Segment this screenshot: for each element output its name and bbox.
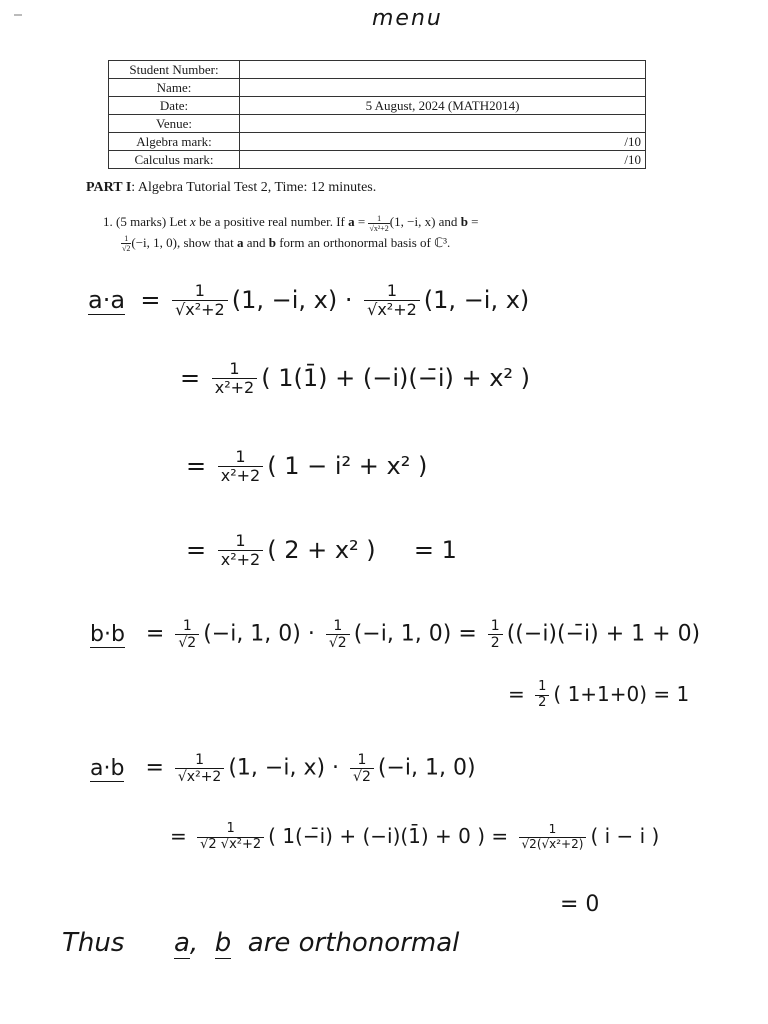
- dot-product-bb: b·b: [90, 621, 125, 647]
- fraction-denominator: x²+2: [220, 466, 261, 486]
- fraction-denominator: x²+2: [220, 550, 261, 570]
- name-label: Name:: [109, 79, 240, 97]
- table-row: [109, 79, 646, 97]
- equals-sign: =: [170, 823, 187, 848]
- part-subtitle: : Algebra Tutorial Test 2, Time: 12 minutes.: [131, 180, 377, 195]
- vector-expression: (1, −i, x): [423, 285, 530, 314]
- equals-sign: =: [186, 451, 207, 480]
- algebra-mark-field: /10: [240, 133, 646, 151]
- calculus-mark-label: Calculus mark:: [109, 151, 240, 169]
- equals-sign: =: [508, 681, 525, 706]
- fraction-denominator: √2: [328, 635, 347, 652]
- question-text: Let: [169, 214, 187, 229]
- venue-field: [240, 115, 646, 133]
- fraction: [172, 282, 228, 320]
- vector-expression: (1, −i, x) ·: [228, 755, 340, 781]
- vector-b: b: [460, 214, 468, 229]
- table-row: [109, 115, 646, 133]
- table-row: [109, 61, 646, 79]
- vector-a: a: [236, 234, 244, 250]
- vector-b: b: [214, 928, 232, 958]
- equals-sign: =: [186, 535, 207, 564]
- part-heading: [86, 180, 376, 196]
- equals-sign: =: [145, 621, 165, 647]
- date-label: Date:: [109, 97, 240, 115]
- question-var: x: [190, 214, 196, 229]
- vector-expression: (−i, 1, 0) ·: [203, 621, 315, 647]
- expression: ( 2 + x² ): [267, 535, 376, 564]
- fraction-numerator: 1: [488, 618, 503, 635]
- work-line-6: [508, 680, 689, 711]
- fraction-denominator: √x²+2: [367, 300, 417, 320]
- algebra-mark-label: Algebra mark:: [109, 133, 240, 151]
- expression: ( 1(−̄i) + (−i)(1̄) + 0 ) =: [268, 823, 509, 848]
- vector-components: (1, −i, x): [389, 214, 436, 229]
- equals-sign: =: [180, 363, 201, 392]
- vector-expression: (−i, 1, 0) =: [353, 621, 477, 647]
- vector-expression: (−i, 1, 0): [377, 755, 476, 781]
- fraction-denominator: 2: [538, 694, 547, 710]
- calculus-mark-field: /10: [240, 151, 646, 169]
- fraction: [175, 752, 224, 785]
- question-number: 1.: [103, 214, 113, 229]
- fraction: [535, 680, 549, 711]
- student-info-table: [108, 60, 646, 169]
- fraction-numerator: 1: [212, 360, 257, 379]
- fraction-denominator: √2: [178, 635, 197, 652]
- equals-sign: =: [357, 214, 366, 229]
- work-line-9: [560, 892, 599, 917]
- vector-b: b: [268, 234, 276, 250]
- fraction-denominator: √x²+2: [369, 223, 389, 233]
- fraction: [350, 752, 374, 785]
- fraction: [364, 282, 420, 320]
- comma: ,: [189, 928, 199, 958]
- expression: ((−i)(−̄i) + 1 + 0): [506, 621, 701, 647]
- fraction-numerator: 1: [172, 282, 228, 301]
- fraction: [212, 360, 257, 398]
- work-line-8: [170, 822, 659, 853]
- equals-sign: =: [145, 755, 164, 781]
- work-line-4: [186, 532, 457, 570]
- question-text: and: [246, 234, 266, 250]
- fraction: [197, 822, 264, 853]
- vector-components: (−i, 1, 0), show that: [131, 234, 234, 250]
- student-number-field: [240, 61, 646, 79]
- fraction: [326, 618, 350, 651]
- result: = 1: [413, 535, 457, 564]
- fraction-denominator: √2(√x²+2): [521, 836, 584, 851]
- table-row: [109, 133, 646, 151]
- work-line-5: [90, 618, 700, 651]
- question-text: and: [438, 214, 458, 229]
- venue-label: Venue:: [109, 115, 240, 133]
- table-row: [109, 97, 646, 115]
- question-text: be a positive real number. If: [199, 214, 345, 229]
- name-field: [240, 79, 646, 97]
- fraction-numerator: 1: [326, 618, 350, 635]
- vector-expression: (1, −i, x) ·: [231, 285, 353, 314]
- fraction: [488, 618, 503, 651]
- question-text: form an orthonormal basis of ℂ³.: [279, 234, 451, 250]
- fraction-numerator: 1: [519, 823, 587, 838]
- work-line-1: [88, 282, 529, 320]
- fraction-denominator: √x²+2: [175, 300, 225, 320]
- work-line-3: [186, 448, 427, 486]
- fraction-denominator: √2: [353, 769, 371, 786]
- expression: ( 1(1̄) + (−i)(−̄i) + x² ): [261, 363, 531, 392]
- fraction-denominator: √2 √x²+2: [200, 836, 262, 852]
- fraction-numerator: 1: [364, 282, 420, 301]
- conclusion: [62, 928, 459, 958]
- fraction: [175, 618, 199, 651]
- student-number-label: Student Number:: [109, 61, 240, 79]
- fraction-numerator: 1: [218, 532, 263, 551]
- dot-product-aa: a·a: [88, 285, 126, 314]
- conclusion-text: are orthonormal: [247, 928, 460, 958]
- fraction-numerator: 1: [535, 680, 549, 696]
- fraction-denominator: 2: [490, 635, 500, 652]
- conclusion-thus: Thus: [62, 928, 125, 958]
- result: = 0: [560, 892, 600, 917]
- expression: ( i − i ): [590, 823, 660, 848]
- fraction: [121, 234, 131, 253]
- dot-product-ab: a·b: [90, 755, 125, 781]
- fraction-numerator: 1: [350, 752, 374, 769]
- fraction-denominator: √2: [122, 244, 131, 254]
- equals-sign: =: [140, 285, 161, 314]
- vector-a: a: [173, 928, 190, 958]
- work-line-7: [90, 752, 476, 785]
- fraction-numerator: 1: [175, 618, 199, 635]
- fraction: [368, 214, 389, 233]
- fraction-denominator: √x²+2: [177, 769, 222, 786]
- fraction-numerator: 1: [368, 214, 389, 224]
- equals-sign: =: [471, 214, 479, 229]
- fraction-numerator: 1: [197, 822, 264, 838]
- fraction: [218, 532, 263, 570]
- fraction: [519, 823, 587, 852]
- date-field: 5 August, 2024 (MATH2014): [240, 97, 646, 115]
- fraction-numerator: 1: [121, 234, 131, 244]
- fraction: [218, 448, 263, 486]
- fraction-numerator: 1: [175, 752, 224, 769]
- fraction-denominator: x²+2: [214, 378, 255, 398]
- vector-a: a: [348, 214, 355, 229]
- expression: ( 1+1+0) = 1: [553, 681, 690, 706]
- fraction-numerator: 1: [218, 448, 263, 467]
- question-1: [103, 212, 673, 253]
- corner-mark: [14, 14, 22, 16]
- question-marks: (5 marks): [116, 214, 167, 229]
- top-scribble: menu: [372, 6, 443, 31]
- part-label: PART I: [86, 180, 132, 195]
- work-line-2: [180, 360, 530, 398]
- expression: ( 1 − i² + x² ): [267, 451, 428, 480]
- table-row: [109, 151, 646, 169]
